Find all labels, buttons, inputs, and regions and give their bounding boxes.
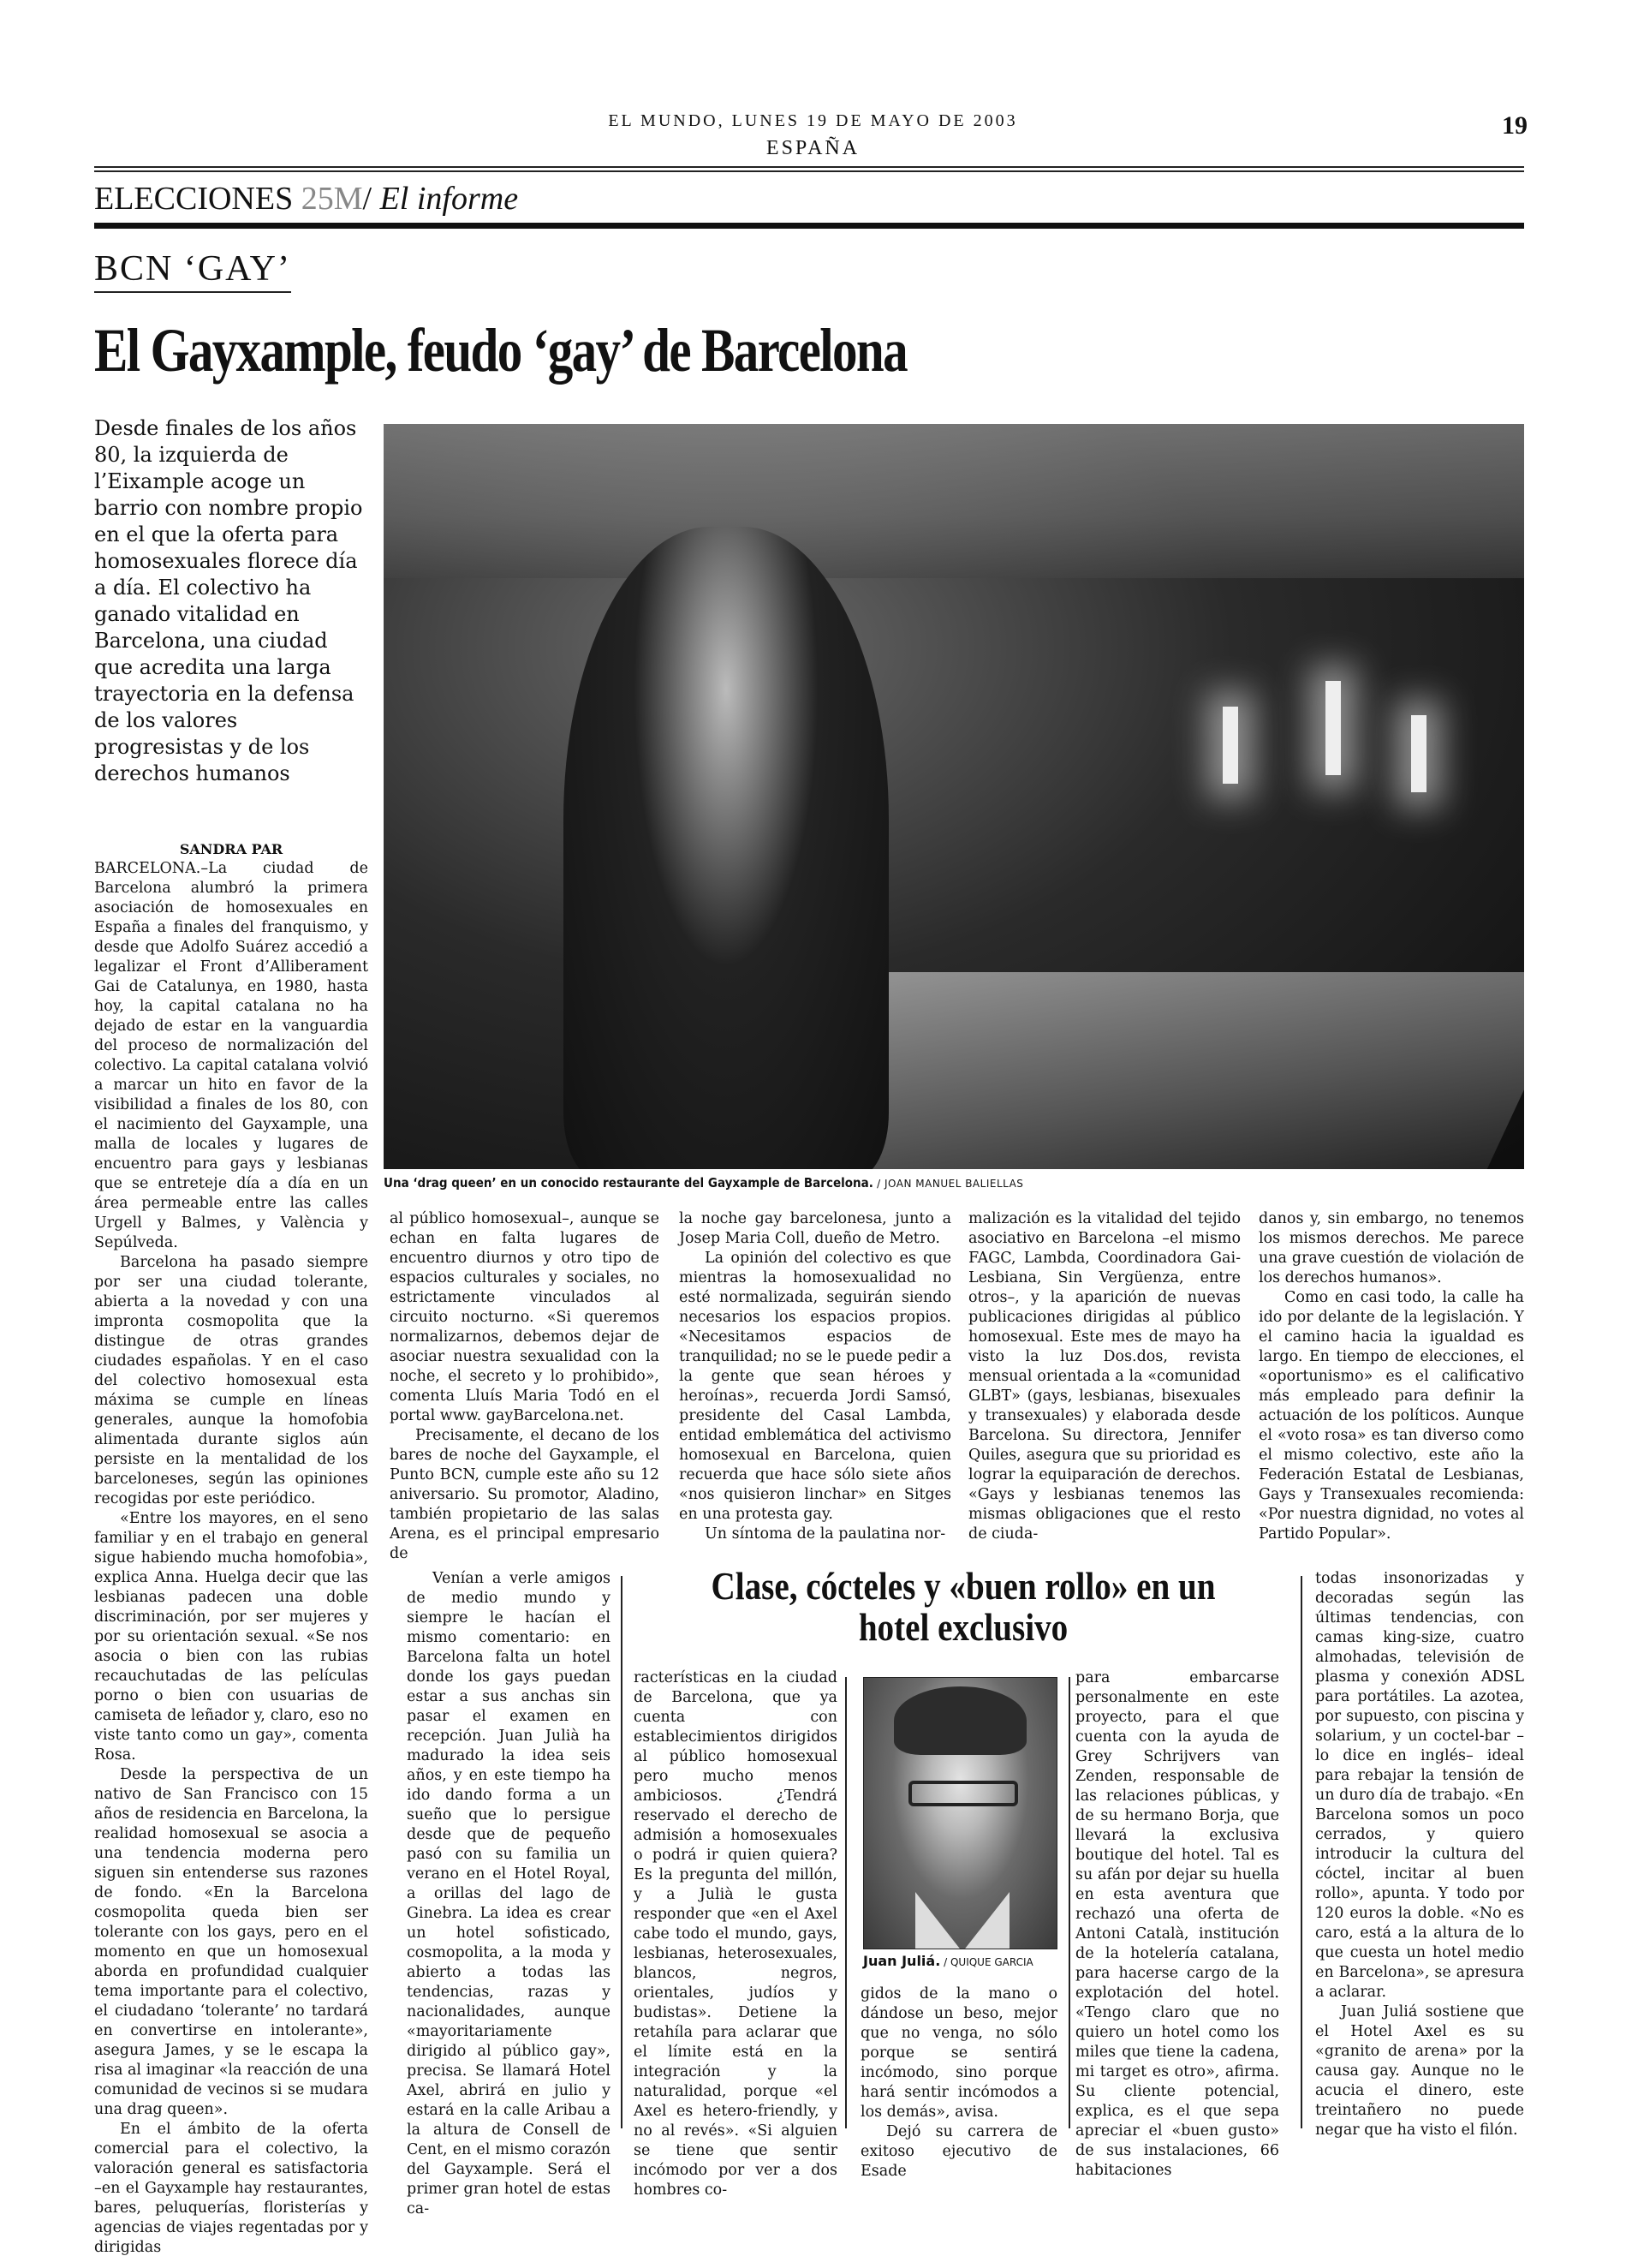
section-label-highlight: 25M xyxy=(301,181,363,217)
article-column-4 xyxy=(968,1209,1241,1544)
portrait-photo xyxy=(863,1677,1057,1949)
byline: SANDRA PAR xyxy=(179,841,283,857)
paragraph: malización es la vitalidad del tejido asociativo en Barcelona –el mismo FAGC, Lambda, Coordinadora Gai-Lesbiana, Sin Vergüenza, entre otros–, y la aparición de nuevas publicaciones dirigidas al público homosexual. Este mes de mayo ha visto la luz Dos.dos, revista mensual orientada a la «comunidad GLBT» (gays, lesbianas, bisexuales y transexuales) y elaborada desde Barcelona. Su directora, Jennifer Quiles, asegura que su prioridad es lograr la equiparación de derechos. «Gays y lesbianas tenemos las mismas obligaciones que el resto de ciuda- xyxy=(968,1210,1241,1543)
section-label-main: ELECCIONES xyxy=(94,181,301,217)
sidebar-column-1 xyxy=(407,1569,610,2219)
caption-text: Una ‘drag queen’ en un conocido restaurante del Gayxample de Barcelona. xyxy=(384,1175,873,1191)
paragraph: danos y, sin embargo, no tenemos los mismos derechos. Me parece una grave cuestión de violación de los derechos humanos». xyxy=(1259,1210,1524,1286)
portrait-caption xyxy=(863,1953,1033,1969)
sidebar-column-2 xyxy=(634,1668,837,2200)
candle-icon xyxy=(1223,707,1238,784)
main-photo xyxy=(384,424,1524,1169)
headline: El Gayxample, feudo ‘gay’ de Barcelona xyxy=(94,316,907,385)
candle-icon xyxy=(1411,715,1426,792)
paragraph: Venían a verle amigos de medio mundo y siempre le hacían el mismo comentario: en Barcelona falta un hotel donde los gays puedan estar a sus anchas sin pasar el examen en recepción. Juan Julià ha madurado la idea seis años, y en este tiempo ha ido dando forma a un sueño que lo persigue desde que de pequeño pasó con su familia un verano en el Hotel Royal, a orillas del lago de Ginebra. La idea es crear un hotel sofisticado, cosmopolita, a la moda y abierto a todas las tendencias, razas y nacionalidades, aunque «mayoritariamente dirigido al público gay», precisa. Se llamará Hotel Axel, abrirá en julio y estará en la calle Aribau a la altura de Consell de Cent, en el mismo corazón del Gayxample. Será el primer gran hotel de estas ca- xyxy=(407,1570,610,2217)
column-divider xyxy=(621,1576,622,2128)
candle-icon xyxy=(1325,681,1341,775)
paragraph: Como en casi todo, la calle ha ido por delante de la legislación. Y el camino hacia la igualdad es largo. En tiempo de elecciones, el «oportunismo» es el calificativo más empleado para definir la actuación de los políticos. Aunque el «voto rosa» es tan diverso como el mismo colectivo, este año la Federación Estatal de Lesbianas, Gays y Transexuales recomienda: «Por nuestra dignidad, no votes al Partido Popular». xyxy=(1259,1289,1524,1543)
paragraph: Barcelona ha pasado siempre por ser una ciudad tolerante, abierta a la novedad y con una impronta cosmopolita que la distingue de otras grandes ciudades españolas. Y en el caso del colectivo homosexual esta máxima se cumple en líneas generales, aunque la homofobia alimentada durante siglos aún persiste en la mentalidad de los barceloneses, según las opiniones recogidas por este periódico. xyxy=(94,1254,368,1507)
section-label xyxy=(94,180,518,218)
paragraph: Desde la perspectiva de un nativo de San Francisco con 15 años de residencia en Barcelona, la realidad homosexual se asocia a una tendencia moderna pero siguen sin entenderse sus razones de fondo. «En la Barcelona cosmopolita queda bien ser tolerante con los gays, pero en el momento en que un homosexual aborda en profundidad cualquier tema importante para el colectivo, el ciudadano ‘tolerante’ no tardará en convertirse en intolerante», asegura James, y se le escapa la risa al imaginar «la reacción de una comunidad de vecinos si se mudara una drag queen». xyxy=(94,1766,368,2118)
masthead-section: ESPAÑA xyxy=(765,137,861,159)
article-column-2 xyxy=(390,1209,659,1564)
paragraph: todas insonorizadas y decoradas según las últimas tendencias, con camas king-size, cuatro almohadas, televisión de plasma y conexión ADSL para portátiles. La azotea, por supuesto, con piscina y solarium, y un coctel-bar –lo dice en inglés– ideal para rebajar la tensión de un duro día de trabajo. «En Barcelona somos un poco cerrados, y quiero introducir la cultura del cóctel, incitar al buen rollo», apunta. Y todo por 120 euros la doble. «No es caro, está a la altura de lo que cuesta un hotel medio en Barcelona», se apresura a aclarar. xyxy=(1315,1570,1524,2001)
paragraph: La opinión del colectivo es que mientras la homosexualidad no esté normalizada, seguirán siendo necesarios los espacios propios. «Necesitamos espacios de tranquilidad; no se le puede pedir a la gente que sean héroes y heroínas», recuerda Jordi Samsó, presidente del Casal Lambda, entidad emblemática del activismo homosexual en Barcelona, quien recuerda que hace sólo siete años «nos quisieron linchar» en Sitges en una protesta gay. xyxy=(679,1250,951,1523)
paragraph: Dejó su carrera de exitoso ejecutivo de Esade xyxy=(861,2123,1057,2180)
paragraph: En el ámbito de la oferta comercial para el colectivo, la valoración general es satisfactoria –en el Gayxample hay restaurantes, bares, peluquerías, floristerías y agencias de viajes regentadas por y dirigidas xyxy=(94,2121,368,2256)
glasses-icon xyxy=(908,1781,1018,1806)
sidebar-column-4 xyxy=(1075,1668,1279,2181)
page-number: 19 xyxy=(1502,111,1528,140)
portrait-credit: / QUIQUE GARCIA xyxy=(940,1956,1033,1968)
masthead-date-line: EL MUNDO, LUNES 19 DE MAYO DE 2003 xyxy=(608,111,1018,130)
column-divider xyxy=(845,1677,847,2128)
paragraph: para embarcarse personalmente en este proyecto, para el que cuenta con la ayuda de Grey Schrijvers van Zenden, responsable de las relaciones públicas, y de su hermano Borja, que llevará la exclusiva boutique del hotel. Tal es su afán por dejar su huella en esta aventura que rechazó una oferta de Antoni Català, institución de la hotelería catalana, para hacerse cargo de la explotación del hotel. «Tengo claro que no quiero un hotel como los miles que tiene la cadena, mi target es otro», afirma. Su cliente potencial, explica, es el que sepa apreciar el «buen gusto» de sus instalaciones, 66 habitaciones xyxy=(1075,1669,1279,2179)
portrait-caption-name: Juan Juliá. xyxy=(863,1953,941,1969)
section-label-sub: El informe xyxy=(379,181,519,217)
paragraph: gidos de la mano o dándose un beso, mejor que no venga, no sólo porque se sentirá incómodo, sino porque hará sentir incómodos a los demás», avisa. xyxy=(861,1985,1057,2121)
paragraph: BARCELONA.–La ciudad de Barcelona alumbró la primera asociación de homosexuales en España a finales del franquismo, y desde que Adolfo Suárez accedió a legalizar el Front d’Alliberament Gai de Catalunya, en 1980, hasta hoy, la capital catalana no ha dejado de estar en la vanguardia del proceso de normalización del colectivo. La capital catalana volvió a marcar un hito en favor de la visibilidad a finales de los 80, con el nacimiento del Gayxample, una malla de locales y lugares de encuentro para gays y lesbianas que se entreteje día a día en un área permeable entre las calles Urgell y Balmes, y València y Sepúlveda. xyxy=(94,860,368,1251)
lede: Desde finales de los años 80, la izquierda de l’Eixample acoge un barrio con nombre propio en el que la oferta para homosexuales florece día a día. El colectivo ha ganado vitalidad en Barcelona, una ciudad que acredita una larga trayectoria en la defensa de los valores progresistas y de los derechos humanos xyxy=(94,416,363,785)
kicker: BCN ‘GAY’ xyxy=(94,248,291,293)
sidebar-column-5 xyxy=(1315,1569,1524,2140)
article-column-3 xyxy=(679,1209,951,1544)
paragraph: al público homosexual–, aunque se echan en falta lugares de encuentro diurnos y otro tipo de espacios culturales y sociales, no estrictamente vinculados al circuito nocturno. «Si queremos normalizarnos, debemos dejar de asociar nuestra sexualidad con la noche, el secreto y lo prohibido», comenta Lluís Maria Todó en el portal www. gayBarcelona.net. xyxy=(390,1210,659,1424)
paragraph: Un síntoma de la paulatina nor- xyxy=(705,1525,946,1543)
photo-credit: / JOAN MANUEL BALIELLAS xyxy=(873,1178,1024,1190)
sidebar-headline: Clase, cócteles y «buen rollo» en un hotel exclusivo xyxy=(711,1564,1216,1649)
paragraph: racterísticas en la ciudad de Barcelona, que ya cuenta con establecimientos dirigidos al público homosexual pero mucho menos ambiciosos. ¿Tendrá reservado el derecho de admisión a homosexuales o podrá ir quien quiera? Es la pregunta del millón, y a Julià le gusta responder que «en el Axel cabe todo el mundo, gays, lesbianas, heterosexuales, blancos, negros, orientales, judíos y budistas». Detiene la retahíla para aclarar que el límite está en la integración y la naturalidad, porque «el Axel es hetero-friendly, y no al revés». «Si alguien se tiene que sentir incómodo por ver a dos hombres co- xyxy=(634,1669,837,2199)
photo-drag-queen-figure xyxy=(563,527,889,1169)
photo-ceiling xyxy=(384,424,1524,578)
header-double-rule xyxy=(94,166,1524,172)
column-divider xyxy=(1069,1677,1070,2128)
paragraph: «Entre los mayores, en el seno familiar y en el trabajo en general sigue habiendo mucha homofobia», explica Anna. Huelga decir que las lesbianas padecen una doble discriminación, por ser mujeres y por su orientación sexual. «Se nos asocia o bien con las rubias recauchutadas de las películas porno o bien con usuarias de camiseta de leñador y, claro, eso no viste tanto como un gay», comenta Rosa. xyxy=(94,1510,368,1764)
article-column-1 xyxy=(94,839,368,2258)
paragraph: la noche gay barcelonesa, junto a Josep Maria Coll, dueño de Metro. xyxy=(679,1210,951,1247)
column-divider xyxy=(1301,1576,1302,2128)
portrait-hair xyxy=(894,1686,1027,1755)
article-column-5 xyxy=(1259,1209,1524,1544)
portrait-collar xyxy=(915,1892,1010,1949)
paragraph: Precisamente, el decano de los bares de noche del Gayxample, el Punto BCN, cumple este año su 12 aniversario. Su promotor, Aladino, también propietario de las salas Arena, es el principal empresario de xyxy=(390,1427,659,1562)
paragraph: Juan Juliá sostiene que el Hotel Axel es su «granito de arena» por la causa gay. Aunque no le acucia el dinero, este treintañero no puede negar que ha visto el filón. xyxy=(1315,2003,1524,2139)
section-thick-rule xyxy=(94,223,1524,229)
main-photo-caption xyxy=(384,1175,1023,1191)
section-label-sep: / xyxy=(362,181,380,217)
sidebar-column-3 xyxy=(861,1984,1057,2181)
